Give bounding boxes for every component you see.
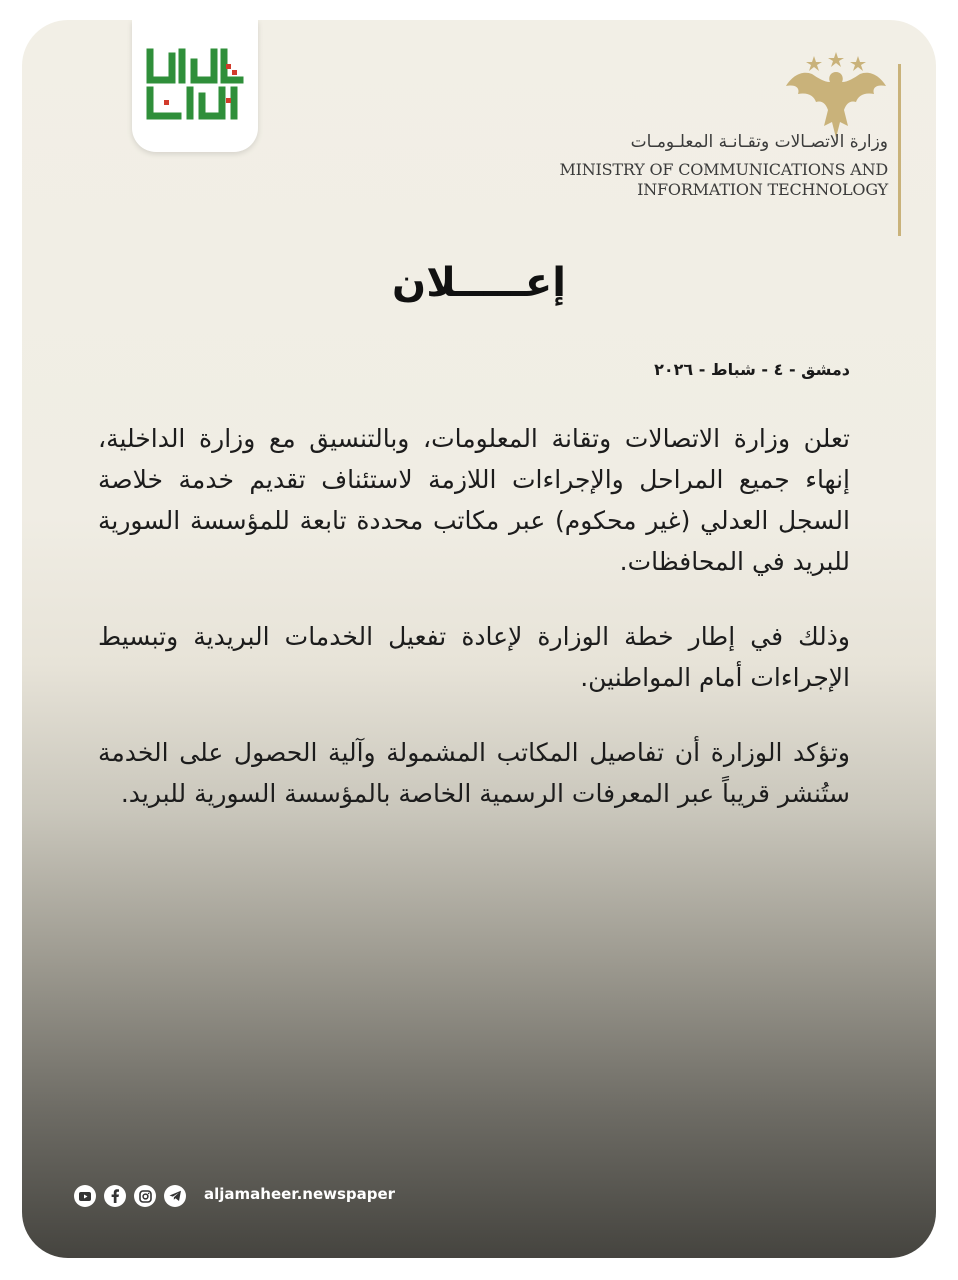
ministry-name-english xyxy=(482,160,888,200)
header-divider xyxy=(898,64,901,236)
paragraph-1: تعلن وزارة الاتصالات وتقانة المعلومات، وبالتنسيق مع وزارة الداخلية، إنهاء جميع المراحل والإجراءات اللازمة لاستئناف تقديم خدمة خلاصة السجل العدلي (غير محكوم) عبر مكاتب محددة تابعة للمؤسسة السورية للبريد في المحافظات. xyxy=(98,424,850,576)
instagram-icon[interactable] xyxy=(134,1185,156,1207)
aljamaheer-logo-icon xyxy=(142,46,248,122)
paragraph-3: وتؤكد الوزارة أن تفاصيل المكاتب المشمولة وآلية الحصول على الخدمة ستُنشر قريباً عبر المعرفات الرسمية الخاصة بالمؤسسة السورية للبريد. xyxy=(98,738,850,808)
paragraph-2: وذلك في إطار خطة الوزارة لإعادة تفعيل الخدمات البريدية وتبسيط الإجراءات أمام المواطنين. xyxy=(98,622,850,692)
telegram-icon[interactable] xyxy=(164,1185,186,1207)
ministry-name-english-line1: MINISTRY OF COMMUNICATIONS AND xyxy=(559,160,888,179)
footer-handle[interactable]: aljamaheer.newspaper xyxy=(204,1185,396,1203)
youtube-icon[interactable] xyxy=(74,1185,96,1207)
announcement-card xyxy=(22,20,936,1258)
ministry-name-english-line2: INFORMATION TECHNOLOGY xyxy=(637,180,888,199)
eagle-emblem-icon xyxy=(784,52,888,144)
newspaper-logo xyxy=(132,20,258,152)
facebook-icon[interactable] xyxy=(104,1185,126,1207)
announcement-date: دمشق - ٤ - شباط - ٢٠٢٦ xyxy=(654,360,850,379)
ministry-name-arabic: وزارة الاتصـالات وتقـانـة المعلـومـات xyxy=(630,132,888,152)
announcement-title: إعـــــلان xyxy=(392,260,566,306)
